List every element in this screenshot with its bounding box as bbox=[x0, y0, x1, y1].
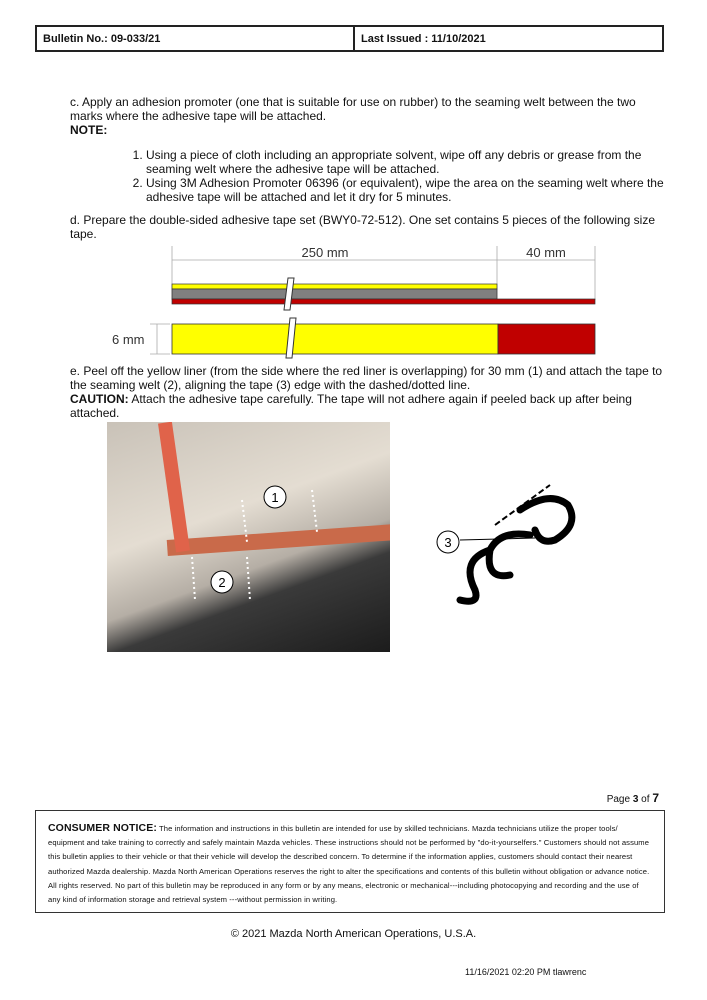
note-list bbox=[130, 148, 666, 204]
last-issued: Last Issued : 11/10/2021 bbox=[361, 32, 486, 45]
page-total: 7 bbox=[652, 791, 659, 805]
length-40-label: 40 mm bbox=[526, 245, 566, 260]
width-label: 6 mm bbox=[112, 332, 145, 347]
callout-3-label: 3 bbox=[444, 535, 452, 550]
tape-diagram bbox=[100, 240, 610, 360]
length-250-label: 250 mm bbox=[301, 245, 349, 260]
red-liner-side bbox=[172, 299, 595, 304]
page-number bbox=[607, 791, 659, 805]
page-current: 3 bbox=[632, 794, 639, 805]
step-c-text: c. Apply an adhesion promoter (one that is suitable for use on rubber) to the seaming welt between the two marks where the adhesive tape will be attached. bbox=[70, 95, 636, 123]
note-item: 2. Using 3M Adhesion Promoter 06396 (or equivalent), wipe the area on the seaming welt where the adhesive tape will be attached and let it dry for 5 minutes. bbox=[146, 176, 666, 204]
page-of: of bbox=[638, 794, 653, 805]
step-d: d. Prepare the double-sided adhesive tape set (BWY0-72-512). One set contains 5 pieces of the following size tape. bbox=[70, 213, 656, 241]
copyright: © 2021 Mazda North American Operations, U.S.A. bbox=[230, 928, 477, 940]
step-e-text: e. Peel off the yellow liner (from the side where the red liner is overlapping) for 30 mm (1) and attach the tape to the seaming welt (2), aligning the tape (3) edge with the dashed/dotted line. bbox=[70, 364, 663, 392]
yellow-liner-side bbox=[172, 284, 497, 289]
yellow-liner-top bbox=[172, 324, 498, 354]
page-prefix: Page bbox=[606, 794, 633, 805]
step-c bbox=[70, 95, 670, 137]
tape-core-side bbox=[172, 289, 497, 299]
consumer-notice bbox=[35, 810, 665, 913]
notice-label: CONSUMER NOTICE: bbox=[48, 822, 157, 834]
bulletin-number: Bulletin No.: 09-033/21 bbox=[37, 27, 355, 50]
callout-1-label: 1 bbox=[271, 490, 279, 505]
step-e bbox=[70, 364, 670, 420]
note-label: NOTE: bbox=[70, 123, 108, 137]
installation-photo bbox=[107, 422, 390, 652]
caution-text: Attach the adhesive tape carefully. The tape will not adhere again if peeled back up after being attached. bbox=[70, 392, 632, 420]
caution-label: CAUTION: bbox=[70, 392, 129, 406]
print-timestamp: 11/16/2021 02:20 PM tlawrenc bbox=[465, 967, 587, 977]
seal-cross-section bbox=[430, 480, 590, 620]
note-item: 1. Using a piece of cloth including an appropriate solvent, wipe off any debris or grease from the seaming welt where the adhesive tape will be attached. bbox=[146, 148, 666, 176]
notice-text: The information and instructions in this bulletin are intended for use by skilled technicians. Mazda technicians utilize the proper tools/ equipment and take training to correctly and safely maintain Mazda vehicles. These instructions should not be performed by "do-it-yourselfers." Customers should not assume this bulletin applies to their vehicle or that their vehicle will develop the described concern. To determine if the information applies, customers should contact their nearest authorized Mazda dealership. Mazda North American Operations reserves the right to alter the specifications and contents of this bulletin without obligation or advance notice. All rights reserved. No part of this bulletin may be reproduced in any form or by any means, electronic or mechanical---including photocopying and recording and the use of any kind of information storage and retrieval system ---without permission in writing. bbox=[48, 824, 650, 905]
bulletin-header bbox=[35, 25, 664, 52]
callout-2-label: 2 bbox=[218, 575, 226, 590]
red-liner-top bbox=[498, 324, 595, 354]
